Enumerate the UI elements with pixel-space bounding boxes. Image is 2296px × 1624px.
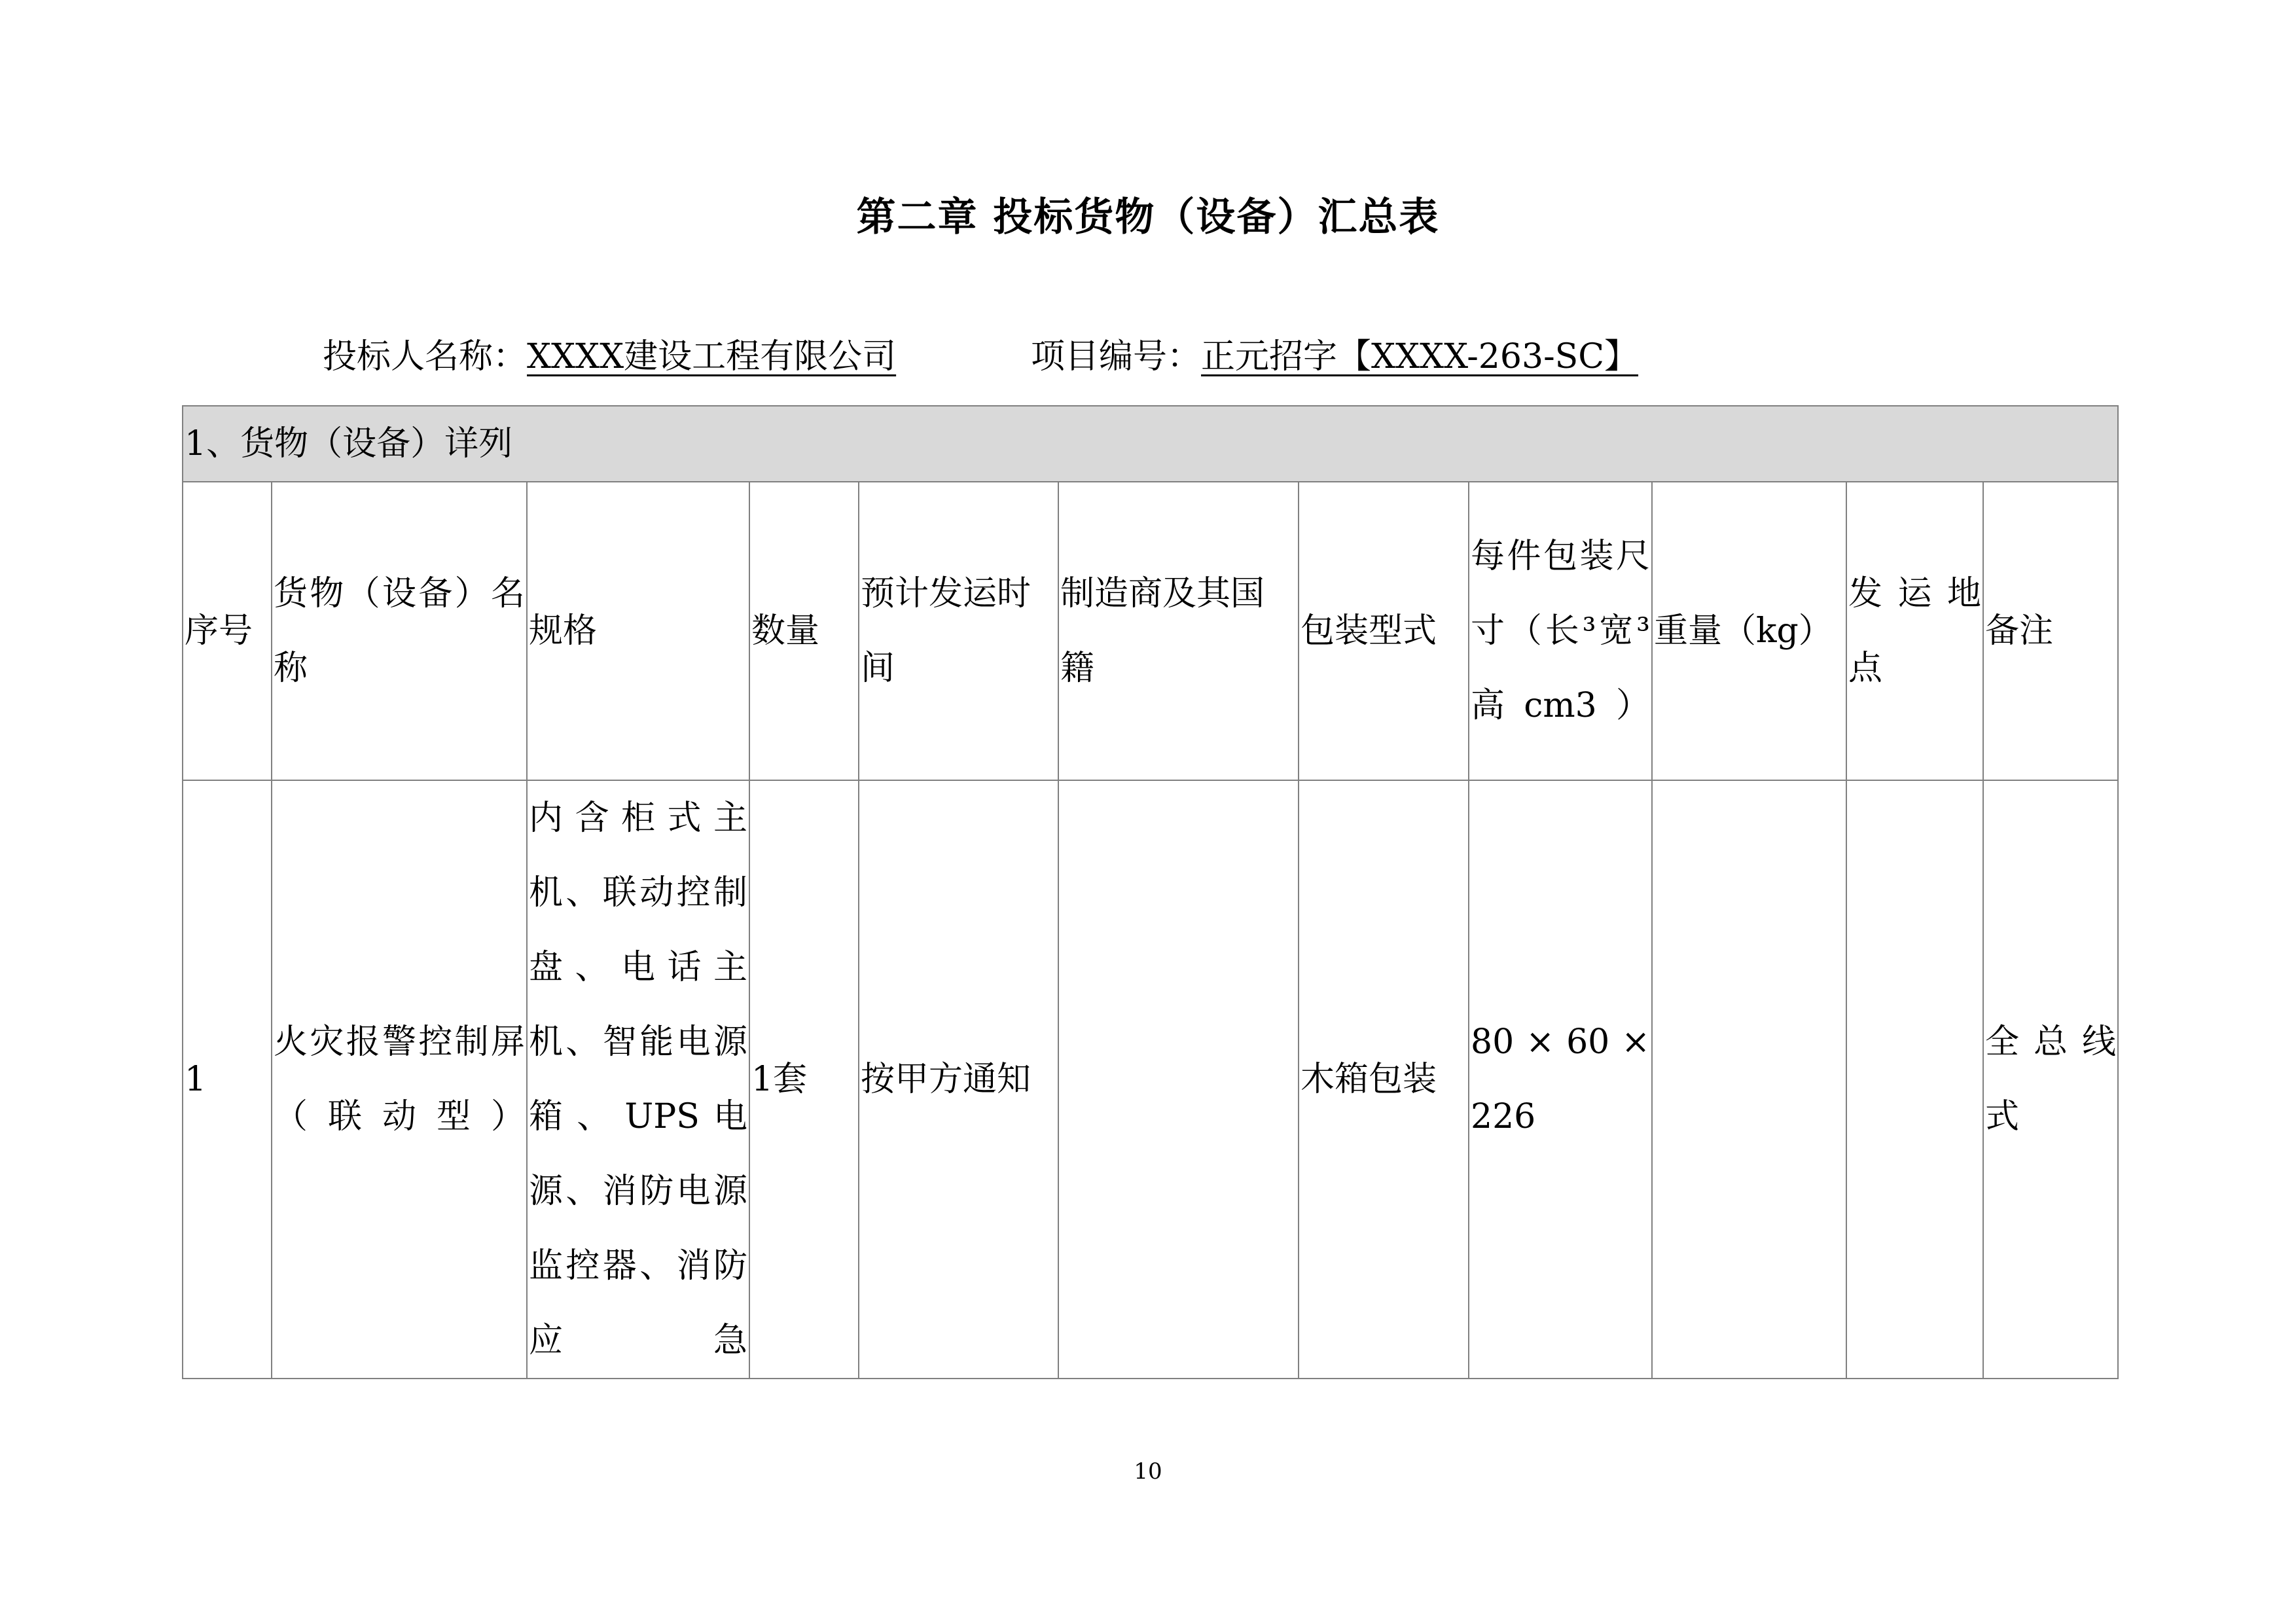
project-number: 正元招字【XXXX-263-SC】 (1201, 337, 1639, 376)
header-ship-place: 发运地点 (1846, 482, 1983, 780)
bidder-label: 投标人名称： (323, 337, 528, 376)
project-info (1031, 331, 1638, 383)
header-seq: 序号 (183, 482, 272, 780)
cell-pack-size: 80 × 60 × 226 (1469, 780, 1652, 1379)
page-number: 10 (1134, 1458, 1162, 1485)
cell-weight (1652, 780, 1846, 1379)
cell-ship-time: 按甲方通知 (859, 780, 1058, 1379)
header-name: 货物（设备）名称 (272, 482, 527, 780)
section-row (183, 406, 2118, 482)
cell-maker (1058, 780, 1299, 1379)
goods-table (182, 405, 2119, 1379)
cell-remark: 全总线式 (1983, 780, 2118, 1379)
cell-pack-type: 木箱包装 (1299, 780, 1469, 1379)
cell-ship-place (1846, 780, 1983, 1379)
bidder-info (323, 331, 896, 383)
header-qty: 数量 (749, 482, 859, 780)
header-ship-time: 预计发运时间 (859, 482, 1058, 780)
cell-seq: 1 (183, 780, 272, 1379)
header-remark: 备注 (1983, 482, 2118, 780)
bidder-name: XXXX建设工程有限公司 (527, 337, 897, 376)
cell-qty: 1套 (749, 780, 859, 1379)
header-pack-type: 包装型式 (1299, 482, 1469, 780)
header-row (183, 482, 2118, 780)
page-title: 第二章 投标货物（设备）汇总表 (856, 194, 1440, 240)
cell-spec: 内含柜式主机、联动控制盘、电话主机、智能电源箱、UPS电源、消防电源监控器、消防应急 (527, 780, 749, 1379)
header-pack-size: 每件包装尺寸（长³宽³高cm3） (1469, 482, 1652, 780)
cell-name: 火灾报警控制屏（联动型） (272, 780, 527, 1379)
header-maker: 制造商及其国籍 (1058, 482, 1299, 780)
section-title: 1、货物（设备）详列 (183, 406, 2118, 482)
table-row (183, 780, 2118, 1379)
header-spec: 规格 (527, 482, 749, 780)
project-label: 项目编号： (1031, 337, 1202, 376)
header-weight: 重量（kg） (1652, 482, 1846, 780)
